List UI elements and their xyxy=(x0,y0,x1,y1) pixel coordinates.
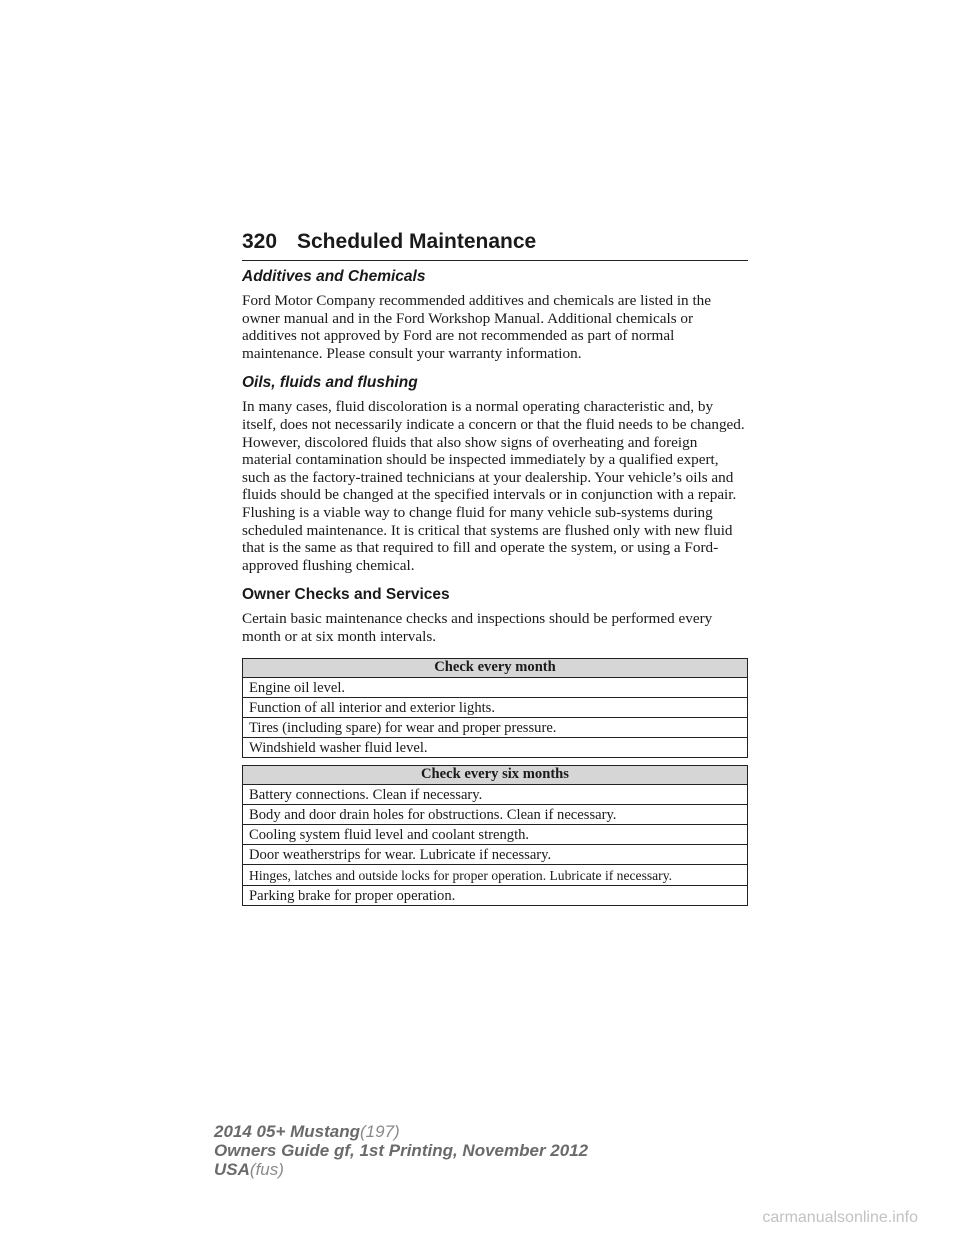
table-row: Battery connections. Clean if necessary. xyxy=(243,784,748,804)
table-row: Hinges, latches and outside locks for proper operation. Lubricate if necessary. xyxy=(243,864,748,885)
footer-line-edition: Owners Guide gf, 1st Printing, November 2012 xyxy=(214,1141,589,1160)
page-content xyxy=(242,268,748,913)
table-header: Check every six months xyxy=(243,765,748,784)
monthly-checks-table xyxy=(242,658,748,758)
watermark: carmanualsonline.info xyxy=(762,1209,918,1226)
section-text-owner-checks: Certain basic maintenance checks and inspections should be performed every month or at six month intervals. xyxy=(242,610,713,645)
table-row: Tires (including spare) for wear and proper pressure. xyxy=(243,717,748,737)
table-row: Engine oil level. xyxy=(243,677,748,697)
page-number: 320 xyxy=(242,230,278,253)
footer-line-region: USA(fus) xyxy=(214,1160,284,1179)
table-row: Windshield washer fluid level. xyxy=(243,737,748,757)
section-heading-additives: Additives and Chemicals xyxy=(242,268,426,285)
section-text-additives: Ford Motor Company recommended additives and chemicals are listed in the owner manual and in the Ford Workshop Manual. Additional chemicals or additives not approved by Ford are not recommended as part of normal maintenance. Please consult your warranty information. xyxy=(242,292,712,362)
table-row: Cooling system fluid level and coolant strength. xyxy=(243,824,748,844)
section-heading-owner-checks: Owner Checks and Services xyxy=(242,586,450,604)
table-row: Door weatherstrips for wear. Lubricate if necessary. xyxy=(243,844,748,864)
chapter-title: Scheduled Maintenance xyxy=(297,230,537,253)
table-row: Parking brake for proper operation. xyxy=(243,885,748,905)
table-row: Body and door drain holes for obstructions. Clean if necessary. xyxy=(243,804,748,824)
table-header: Check every month xyxy=(243,658,748,677)
table-row: Function of all interior and exterior lights. xyxy=(243,697,748,717)
print-footer xyxy=(214,1122,588,1179)
footer-line-model: 2014 05+ Mustang(197) xyxy=(214,1122,400,1141)
section-heading-oils: Oils, fluids and flushing xyxy=(242,374,418,392)
section-text-oils: In many cases, fluid discoloration is a normal operating characteristic and, by itself, does not necessarily indicate a concern or that the fluid needs to be changed. However, discolored fluids that also show signs of overheating and foreign material contamination should be inspected immediately by a qualified expert, such as the factory-trained technicians at your dealership. Your vehicle’s oils and fluids should be changed at the specified intervals or in conjunction with a repair. Flushing is a viable way to change fluid for many vehicle sub-systems during scheduled maintenance. It is critical that systems are flushed only with new fluid that is the same as that required to fill and operate the system, or using a Ford-approved flushing chemical. xyxy=(242,398,745,574)
six-month-checks-table xyxy=(242,765,748,906)
page-header xyxy=(242,226,748,261)
